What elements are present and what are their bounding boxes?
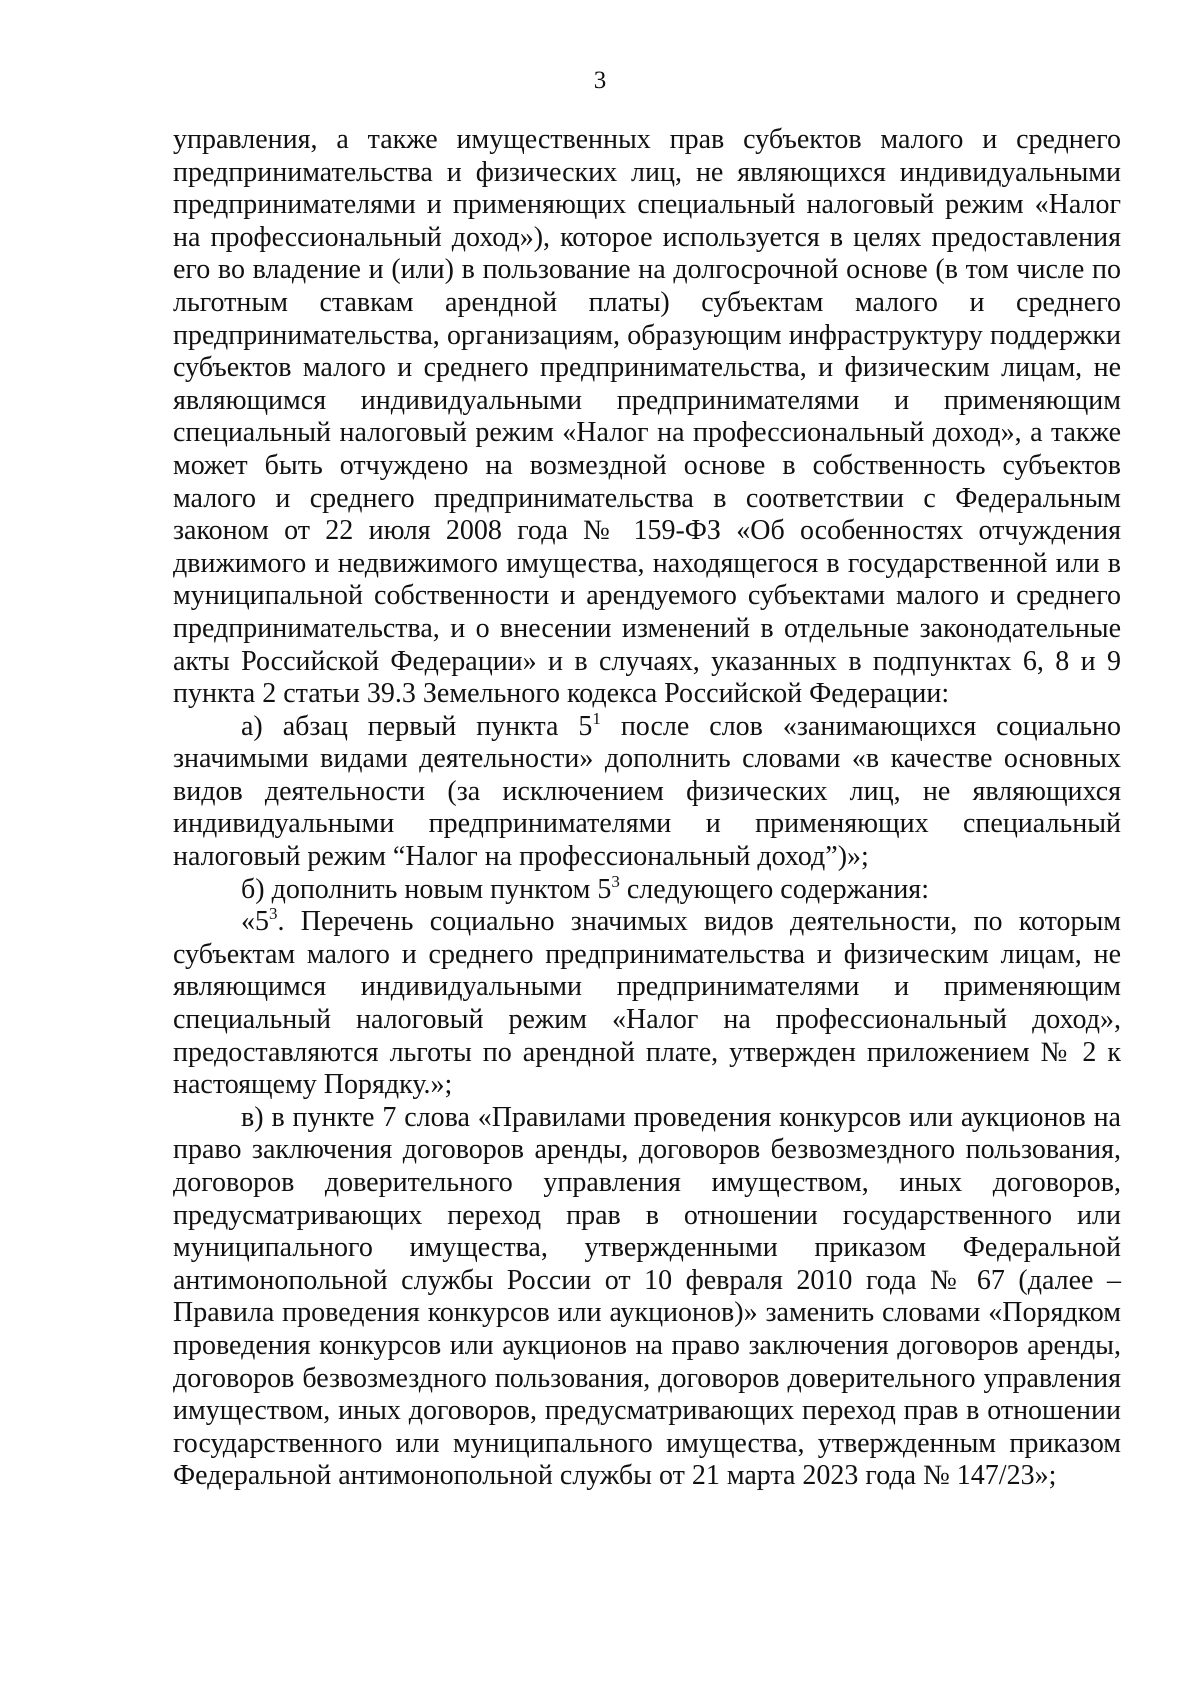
superscript: 3 xyxy=(269,904,278,924)
paragraph xyxy=(173,906,1121,1102)
paragraph-text: б) дополнить новым пунктом 5 xyxy=(241,873,612,905)
paragraph-text: после слов «занимающихся социально значимыми видами деятельности» дополнить словами «в качестве основных видов деятельности (за исключением физических лиц, не являющихся индивидуальными предпринимателями и применяющих специальный налоговый режим “Налог на профессиональный доход”)»; xyxy=(173,710,1121,873)
paragraph-text: следующего содержания: xyxy=(619,873,929,905)
page-number: 3 xyxy=(593,67,607,94)
paragraph-text: «5 xyxy=(241,906,269,938)
superscript: 3 xyxy=(611,871,620,891)
paragraph-text: в) в пункте 7 слова «Правилами проведения конкурсов или аукционов на право заключения договоров аренды, договоров безвозмездного пользования, договоров доверительного управления имуществом, иных договоров, предусматривающих переход прав в отношении государственного или муниципального имущества, утвержденными приказом Федеральной антимонопольной службы России от 10 февраля 2010 года № 67 (далее – Правила проведения конкурсов или аукционов)» заменить словами «Порядком проведения конкурсов или аукционов на право заключения договоров аренды, договоров безвозмездного пользования, договоров доверительного управления имуществом, иных договоров, предусматривающих переход прав в отношении государственного или муниципального имущества, утвержденным приказом Федеральной антимонопольной службы от 21 марта 2023 года № 147/23»; xyxy=(173,1101,1121,1492)
paragraph xyxy=(173,124,1121,711)
paragraph-text: управления, а также имущественных прав субъектов малого и среднего предпринимательства и физических лиц, не являющихся индивидуальными предпринимателями и применяющих специальный налоговый режим «Налог на профессиональный доход»), которое используется в целях предоставления его во владение и (или) в пользование на долгосрочной основе (в том числе по льготным ставкам арендной платы) субъектам малого и среднего предпринимательства, организациям, образующим инфраструктуру поддержки субъектов малого и среднего предпринимательства, и физическим лицам, не являющимся индивидуальными предпринимателями и применяющим специальный налоговый режим «Налог на профессиональный доход», а также может быть отчуждено на возмездной основе в собственность субъектов малого и среднего предпринимательства в соответствии с Федеральным законом от 22 июля 2008 года № 159-ФЗ «Об особенностях отчуждения движимого и недвижимого имущества, находящегося в государственной или в муниципальной собственности и арендуемого субъектами малого и среднего предпринимательства, и о внесении изменений в отдельные законодательные акты Российской Федерации» и в случаях, указанных в подпунктах 6, 8 и 9 пункта 2 статьи 39.3 Земельного кодекса Российской Федерации: xyxy=(173,124,1121,710)
document-body xyxy=(173,124,1121,1493)
paragraph xyxy=(173,871,1121,907)
paragraph-text: а) абзац первый пункта 5 xyxy=(241,710,593,742)
paragraph xyxy=(173,708,1121,874)
superscript: 1 xyxy=(592,708,601,728)
paragraph xyxy=(173,1102,1121,1493)
paragraph-text: . Перечень социально значимых видов деятельности, по которым субъектам малого и среднего предпринимательства и физическим лицам, не являющимся индивидуальными предпринимателями и применяющим специальный налоговый режим «Налог на профессиональный доход», предоставляются льготы по арендной плате, утвержден приложением № 2 к настоящему Порядку.»; xyxy=(173,906,1121,1101)
